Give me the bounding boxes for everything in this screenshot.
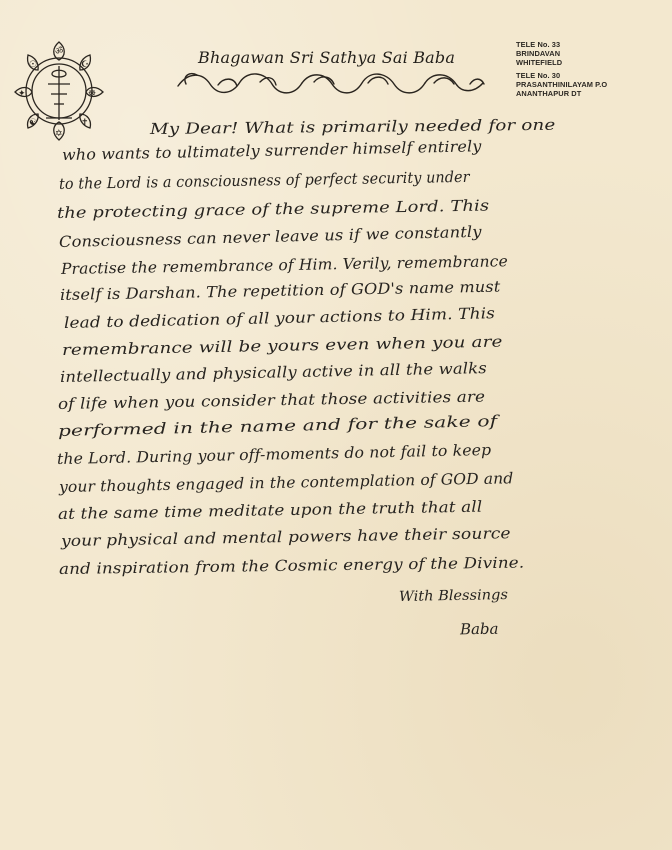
letter-line-12: performed in the name and for the sake of: [57, 412, 498, 440]
letter-line-14: your thoughts engaged in the contemplation of GOD and: [58, 469, 514, 496]
letter-line-6: Practise the remembrance of Him. Verily, remembrance: [60, 252, 509, 278]
letter-line-8: lead to dedication of all your actions to Him. This: [63, 304, 496, 332]
letter-line-15: at the same time meditate upon the truth that all: [57, 497, 483, 523]
letterhead-name: Bhagawan Sri Sathya Sai Baba: [198, 48, 456, 67]
letter-line-13: the Lord. During your off-moments do not fail to keep: [56, 440, 492, 468]
contact-phone-prasanthinilayam: TELE No. 30: [516, 71, 561, 80]
letter-line-3: to the Lord is a consciousness of perfect security under: [58, 167, 470, 193]
svg-text:✝: ✝: [81, 118, 89, 128]
svg-text:☪: ☪: [81, 60, 90, 70]
letter-line-10: intellectually and physically active in all the walks: [59, 359, 488, 386]
svg-text:✦: ✦: [18, 89, 26, 99]
svg-text:☯: ☯: [29, 118, 38, 128]
signature-baba: Baba: [459, 619, 499, 639]
letter-line-9: remembrance will be yours even when you are: [61, 332, 503, 359]
contact-place-prasanthinilayam: PRASANTHINILAYAM P.O: [516, 80, 608, 89]
svg-text:☸: ☸: [88, 89, 97, 99]
contact-area-prasanthinilayam: ANANTHAPUR DT: [516, 89, 582, 98]
contact-area-brindavan: WHITEFIELD: [516, 58, 563, 67]
svg-text:ॐ: ॐ: [55, 47, 64, 57]
svg-text:☉: ☉: [29, 60, 38, 70]
letter-line-5: Consciousness can never leave us if we constantly: [58, 222, 482, 251]
letter-line-17: and inspiration from the Cosmic energy of the Divine.: [58, 553, 525, 578]
contact-place-brindavan: BRINDAVAN: [516, 49, 561, 58]
letter-line-7: itself is Darshan. The repetition of GOD's name must: [59, 277, 501, 304]
contact-phone-brindavan: TELE No. 33: [516, 40, 561, 49]
closing-blessings: With Blessings: [398, 587, 509, 605]
letter-line-4: the protecting grace of the supreme Lord. This: [56, 196, 490, 222]
letter-line-11: of life when you consider that those activities are: [57, 387, 486, 413]
letter-line-16: your physical and mental powers have their source: [60, 524, 511, 550]
letter-line-2: who wants to ultimately surrender himself entirely: [61, 137, 482, 164]
svg-text:✡: ✡: [55, 129, 63, 139]
letter-line-1: My Dear! What is primarily needed for one: [149, 115, 556, 138]
